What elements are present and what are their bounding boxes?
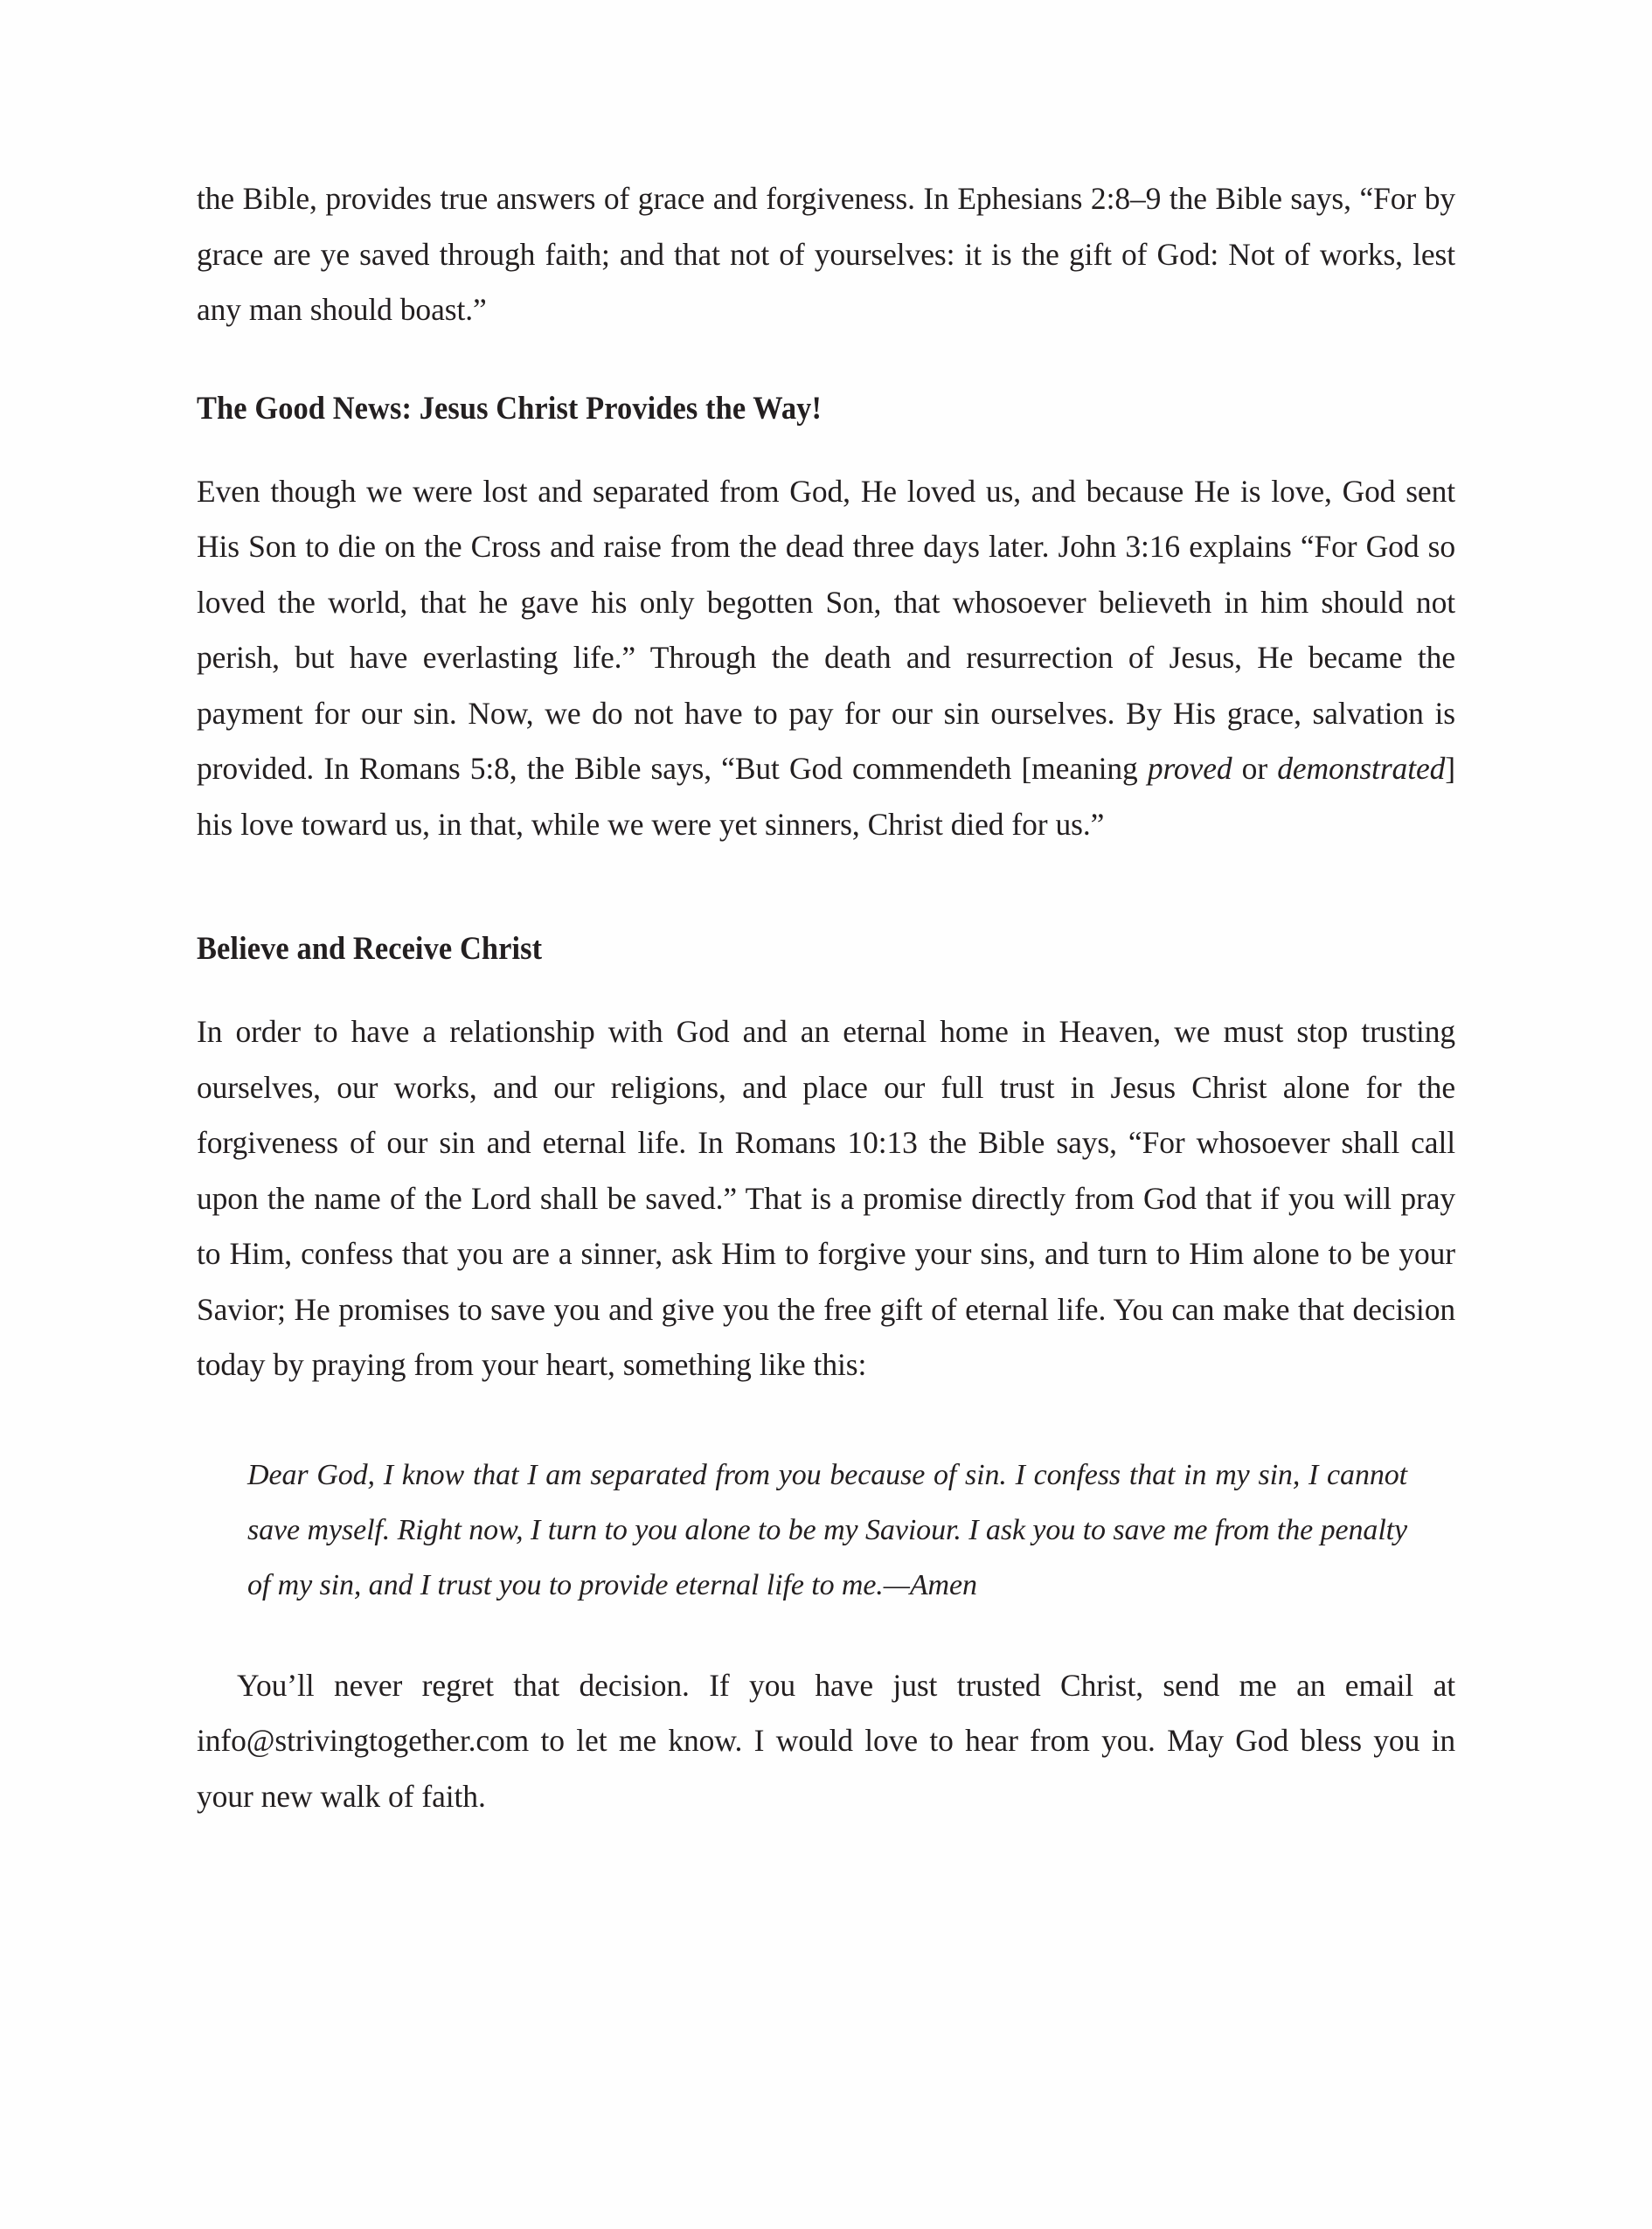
paragraph-believe-receive: In order to have a relationship with God and an eternal home in Heaven, we must stop trusting ourselves, our works, and our religions, and place our full trust in Jesus Christ alone for the forgiveness of our sin and eternal life. In Romans 10:13 the Bible says, “For whosoever shall call upon the name of the Lord shall be saved.” That is a promise directly from God that if you will pray to Him, confess that you are a sinner, ask Him to forgive your sins, and turn to Him alone to be your Savior; He promises to save you and give you the free gift of eternal life. You can make that decision today by praying from your heart, something like this: — [197, 1014, 1455, 1382]
paragraph-good-news-text-1: Even though we were lost and separated from God, He loved us, and because He is love, God sent His Son to die on the Cross and raise from the dead three days later. John 3:16 explains “For God so loved the world, that he gave his only begotten Son, that whosoever believeth in him should not perish, but have everlasting life.” Through the death and resurrection of Jesus, He became the payment for our sin. Now, we do not have to pay for our sin ourselves. By His grace, salvation is provided. In Romans 5:8, the Bible says, “But God commendeth [meaning — [197, 473, 1455, 786]
section-heading-believe-receive: Believe and Receive Christ — [197, 931, 543, 967]
closing-paragraph: You’ll never regret that decision. If you have just trusted Christ, send me an email at info@strivingtogether.com to let me know. I would love to hear from you. May God bless you in your new walk of faith. — [197, 1667, 1455, 1814]
emphasis-proved: proved — [1147, 751, 1232, 786]
prayer-block-quote: Dear God, I know that I am separated from you because of sin. I confess that in my sin, I cannot save myself. Right now, I turn to you alone to be my Saviour. I ask you to save me from the penalty of my sin, and I trust you to provide eternal life to me.—Amen — [247, 1458, 1407, 1601]
page-content-column — [197, 171, 1455, 1824]
emphasis-demonstrated: demonstrated — [1277, 751, 1446, 786]
paragraph-good-news — [197, 464, 1455, 853]
paragraph-good-news-text-2: or — [1232, 751, 1278, 786]
paragraph-good-news-text-3: ] his love toward us, in that, while we were yet sinners, Christ died for us.” — [197, 751, 1455, 842]
continued-paragraph: the Bible, provides true answers of grace and forgiveness. In Ephesians 2:8–9 the Bible says, “For by grace are ye saved through faith; and that not of yourselves: it is the gift of God: Not of works, lest any man should boast.” — [197, 181, 1455, 327]
section-heading-good-news: The Good News: Jesus Christ Provides the Way! — [197, 390, 823, 427]
